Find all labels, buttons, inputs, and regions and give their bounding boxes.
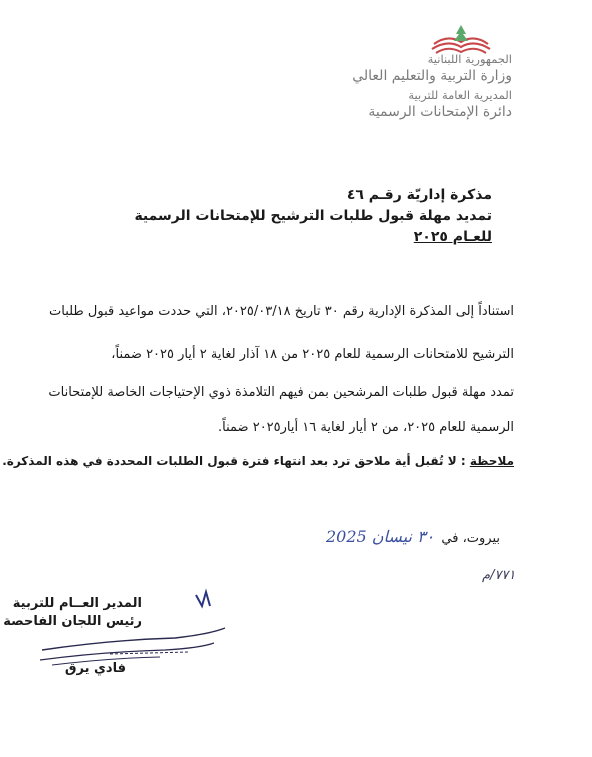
note-label: ملاحظة (469, 454, 514, 468)
memo-subject: تمديد مهلة قبول طلبات الترشيح للإمتحانات الرسمية (134, 208, 492, 224)
signatory-title-2: رئيس اللجان الفاحصة (3, 614, 142, 629)
letterhead-ministry: وزارة التربية والتعليم العالي (352, 68, 512, 84)
body-paragraph-2-line-2: الرسمية للعام ٢٠٢٥، من ٢ أيار لغاية ١٦ أيار٢٠٢٥ ضمناً. (218, 420, 514, 435)
place-label: بيروت، في (441, 531, 500, 546)
signatory-name: فادي يرق (64, 661, 126, 676)
letterhead-department: دائرة الإمتحانات الرسمية (368, 104, 512, 120)
body-paragraph-2-line-1: تمدد مهلة قبول طلبات المرشحين بمن فيهم التلامذة ذوي الإحتياجات الخاصة للإمتحانات (48, 385, 514, 400)
handwritten-reference: ٧٧١/م (482, 568, 516, 583)
note-text: : لا تُقبل أية ملاحق ترد بعد انتهاء فترة قبول الطلبات المحددة في هذه المذكرة. (2, 454, 470, 468)
signatory-title-1: المدير العــام للتربية (12, 596, 142, 611)
letterhead-directorate: المديرية العامة للتربية (408, 88, 512, 102)
memo-number: مذكرة إداريّة رقـم ٤٦ (346, 187, 492, 203)
handwritten-date: ٣٠ نيسان 2025 (326, 527, 435, 546)
body-paragraph-1-line-2: الترشيح للامتحانات الرسمية للعام ٢٠٢٥ من ١٨ آذار لغاية ٢ أيار ٢٠٢٥ ضمناً، (111, 347, 514, 362)
body-paragraph-1-line-1: استناداً إلى المذكرة الإدارية رقم ٣٠ تاريخ ٢٠٢٥/٠٣/١٨، التي حددت مواعيد قبول طلبات (49, 304, 514, 319)
letterhead-republic: الجمهورية اللبنانية (427, 52, 512, 66)
memo-year: للعـام ٢٠٢٥ (413, 229, 492, 245)
